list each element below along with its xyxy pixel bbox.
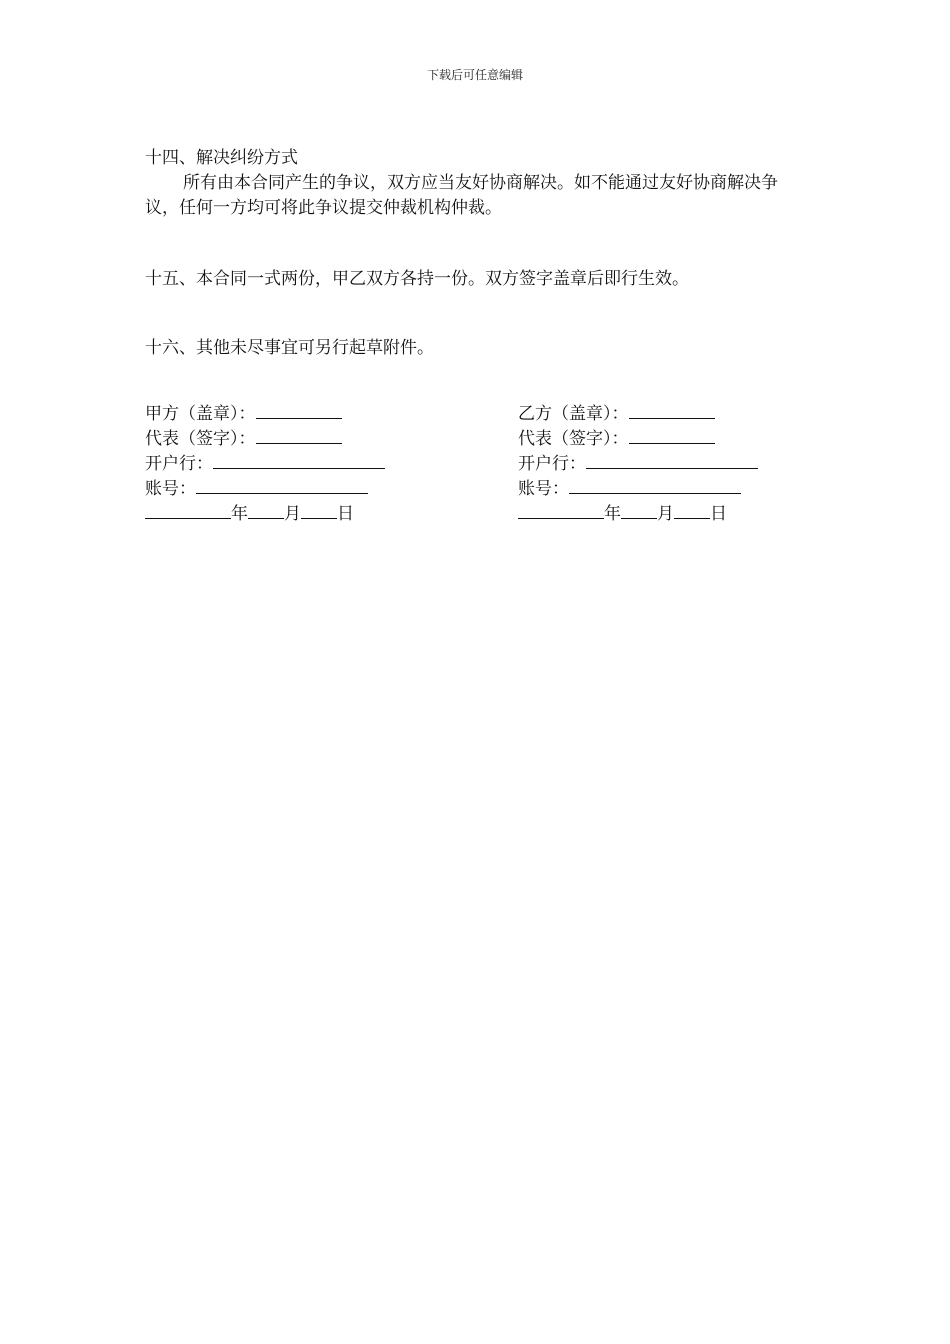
party-b-date-line <box>518 501 805 526</box>
section-15-text: 十五、本合同一式两份，甲乙双方各持一份。双方签字盖章后即行生效。 <box>145 269 689 289</box>
party-a-date-line <box>145 501 518 526</box>
party-b-rep-line <box>518 426 805 451</box>
contract-content <box>145 146 805 526</box>
party-b-account-blank[interactable] <box>569 476 741 494</box>
party-b-year-label: 年 <box>604 504 621 524</box>
party-b-day-blank[interactable] <box>674 501 710 519</box>
party-b-month-blank[interactable] <box>621 501 657 519</box>
party-b-account-label: 账号： <box>518 479 569 499</box>
party-a-rep-label: 代表（签字）： <box>145 429 256 449</box>
section-14-body: 所有由本合同产生的争议，双方应当友好协商解决。如不能通过友好协商解决争议，任何一方均可将此争议提交仲裁机构仲裁。 <box>145 173 778 218</box>
spacer <box>145 292 805 336</box>
party-b-year-blank[interactable] <box>518 501 604 519</box>
party-a-rep-blank[interactable] <box>256 426 342 444</box>
party-b-rep-label: 代表（签字）： <box>518 429 629 449</box>
party-a-month-blank[interactable] <box>248 501 284 519</box>
party-a-seal-blank[interactable] <box>256 401 342 419</box>
party-a-day-label: 日 <box>337 504 354 524</box>
party-b-seal-label: 乙方（盖章）： <box>518 404 629 424</box>
header-note: 下载后可任意编辑 <box>426 68 523 82</box>
party-a-year-label: 年 <box>231 504 248 524</box>
party-a-column <box>145 401 518 526</box>
party-b-bank-label: 开户行： <box>518 454 586 474</box>
party-a-account-label: 账号： <box>145 479 196 499</box>
party-a-account-blank[interactable] <box>196 476 368 494</box>
party-b-seal-line <box>518 401 805 426</box>
party-b-bank-blank[interactable] <box>586 451 758 469</box>
section-16-text: 十六、其他未尽事宜可另行起草附件。 <box>145 338 434 358</box>
party-a-bank-blank[interactable] <box>213 451 385 469</box>
party-b-day-label: 日 <box>710 504 727 524</box>
party-a-day-blank[interactable] <box>301 501 337 519</box>
spacer <box>145 361 805 401</box>
party-a-seal-label: 甲方（盖章）： <box>145 404 256 424</box>
party-b-column <box>518 401 805 526</box>
party-b-month-label: 月 <box>657 504 674 524</box>
party-a-bank-label: 开户行： <box>145 454 213 474</box>
party-a-month-label: 月 <box>284 504 301 524</box>
party-a-account-line <box>145 476 518 501</box>
section-14-title: 十四、解决纠纷方式 <box>145 148 298 168</box>
party-b-account-line <box>518 476 805 501</box>
party-a-seal-line <box>145 401 518 426</box>
party-b-bank-line <box>518 451 805 476</box>
party-a-rep-line <box>145 426 518 451</box>
party-a-bank-line <box>145 451 518 476</box>
party-b-seal-blank[interactable] <box>629 401 715 419</box>
party-b-rep-blank[interactable] <box>629 426 715 444</box>
party-a-year-blank[interactable] <box>145 501 231 519</box>
spacer <box>145 221 805 267</box>
signature-block <box>145 401 805 526</box>
